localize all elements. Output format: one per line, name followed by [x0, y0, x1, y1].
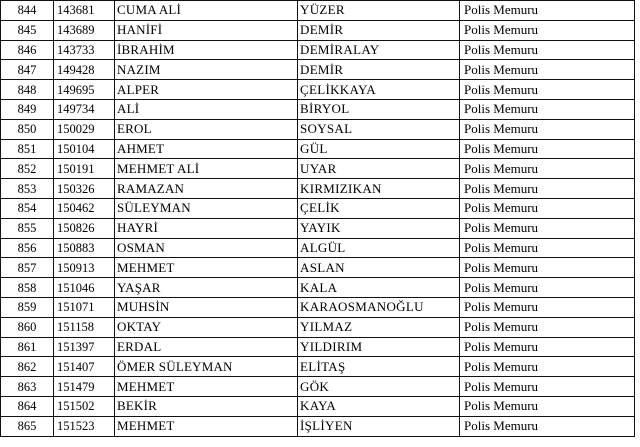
last-name-cell: KIRMIZIKAN — [298, 179, 460, 199]
first-name-cell: OKTAY — [115, 317, 298, 337]
table-row — [1, 416, 635, 436]
first-name-cell: MEHMET — [115, 377, 298, 397]
title-cell: Polis Memuru — [460, 278, 635, 298]
row-number-cell: 862 — [1, 357, 54, 377]
first-name-cell: MEHMET — [115, 258, 298, 278]
last-name-cell: DEMİR — [298, 60, 460, 80]
registry-number-cell: 151502 — [54, 396, 115, 416]
table-row — [1, 139, 635, 159]
first-name-cell: BEKİR — [115, 396, 298, 416]
last-name-cell: YILMAZ — [298, 317, 460, 337]
first-name-cell: NAZIM — [115, 60, 298, 80]
table-row — [1, 1, 635, 21]
first-name-cell: AHMET — [115, 139, 298, 159]
last-name-cell: ASLAN — [298, 258, 460, 278]
last-name-cell: YILDIRIM — [298, 337, 460, 357]
row-number-cell: 858 — [1, 278, 54, 298]
title-cell: Polis Memuru — [460, 198, 635, 218]
first-name-cell: YAŞAR — [115, 278, 298, 298]
title-cell: Polis Memuru — [460, 1, 635, 21]
registry-number-cell: 149734 — [54, 99, 115, 119]
first-name-cell: OSMAN — [115, 238, 298, 258]
row-number-cell: 864 — [1, 396, 54, 416]
registry-number-cell: 151523 — [54, 416, 115, 436]
title-cell: Polis Memuru — [460, 297, 635, 317]
last-name-cell: KAYA — [298, 396, 460, 416]
title-cell: Polis Memuru — [460, 60, 635, 80]
last-name-cell: DEMİRALAY — [298, 40, 460, 60]
first-name-cell: RAMAZAN — [115, 179, 298, 199]
registry-number-cell: 150883 — [54, 238, 115, 258]
table-row — [1, 258, 635, 278]
table-row — [1, 278, 635, 298]
title-cell: Polis Memuru — [460, 139, 635, 159]
row-number-cell: 860 — [1, 317, 54, 337]
table-row — [1, 40, 635, 60]
row-number-cell: 857 — [1, 258, 54, 278]
table-row — [1, 337, 635, 357]
title-cell: Polis Memuru — [460, 258, 635, 278]
registry-number-cell: 150029 — [54, 119, 115, 139]
registry-number-cell: 149695 — [54, 80, 115, 100]
first-name-cell: SÜLEYMAN — [115, 198, 298, 218]
registry-number-cell: 149428 — [54, 60, 115, 80]
registry-number-cell: 143689 — [54, 20, 115, 40]
table-row — [1, 218, 635, 238]
first-name-cell: ÖMER SÜLEYMAN — [115, 357, 298, 377]
registry-number-cell: 143681 — [54, 1, 115, 21]
row-number-cell: 852 — [1, 159, 54, 179]
registry-number-cell: 150104 — [54, 139, 115, 159]
first-name-cell: İBRAHİM — [115, 40, 298, 60]
row-number-cell: 859 — [1, 297, 54, 317]
last-name-cell: BİRYOL — [298, 99, 460, 119]
row-number-cell: 845 — [1, 20, 54, 40]
registry-number-cell: 151158 — [54, 317, 115, 337]
row-number-cell: 844 — [1, 1, 54, 21]
table-row — [1, 396, 635, 416]
row-number-cell: 865 — [1, 416, 54, 436]
table-row — [1, 179, 635, 199]
last-name-cell: İŞLİYEN — [298, 416, 460, 436]
title-cell: Polis Memuru — [460, 317, 635, 337]
title-cell: Polis Memuru — [460, 80, 635, 100]
last-name-cell: GÜL — [298, 139, 460, 159]
row-number-cell: 848 — [1, 80, 54, 100]
first-name-cell: MEHMET ALİ — [115, 159, 298, 179]
last-name-cell: ALGÜL — [298, 238, 460, 258]
table-row — [1, 297, 635, 317]
first-name-cell: ALPER — [115, 80, 298, 100]
title-cell: Polis Memuru — [460, 119, 635, 139]
table-row — [1, 80, 635, 100]
first-name-cell: EROL — [115, 119, 298, 139]
title-cell: Polis Memuru — [460, 337, 635, 357]
registry-number-cell: 150913 — [54, 258, 115, 278]
title-cell: Polis Memuru — [460, 396, 635, 416]
title-cell: Polis Memuru — [460, 416, 635, 436]
registry-number-cell: 150826 — [54, 218, 115, 238]
first-name-cell: ALİ — [115, 99, 298, 119]
title-cell: Polis Memuru — [460, 40, 635, 60]
row-number-cell: 847 — [1, 60, 54, 80]
row-number-cell: 856 — [1, 238, 54, 258]
row-number-cell: 861 — [1, 337, 54, 357]
last-name-cell: DEMİR — [298, 20, 460, 40]
registry-number-cell: 150462 — [54, 198, 115, 218]
registry-number-cell: 151479 — [54, 377, 115, 397]
registry-number-cell: 143733 — [54, 40, 115, 60]
row-number-cell: 855 — [1, 218, 54, 238]
first-name-cell: MEHMET — [115, 416, 298, 436]
last-name-cell: UYAR — [298, 159, 460, 179]
last-name-cell: YÜZER — [298, 1, 460, 21]
registry-number-cell: 150326 — [54, 179, 115, 199]
title-cell: Polis Memuru — [460, 20, 635, 40]
row-number-cell: 849 — [1, 99, 54, 119]
registry-number-cell: 150191 — [54, 159, 115, 179]
registry-number-cell: 151397 — [54, 337, 115, 357]
first-name-cell: HAYRİ — [115, 218, 298, 238]
table-row — [1, 60, 635, 80]
registry-number-cell: 151407 — [54, 357, 115, 377]
table-row — [1, 99, 635, 119]
table-row — [1, 198, 635, 218]
title-cell: Polis Memuru — [460, 238, 635, 258]
title-cell: Polis Memuru — [460, 159, 635, 179]
table-row — [1, 20, 635, 40]
row-number-cell: 846 — [1, 40, 54, 60]
title-cell: Polis Memuru — [460, 179, 635, 199]
last-name-cell: YAYIK — [298, 218, 460, 238]
last-name-cell: KARAOSMANOĞLU — [298, 297, 460, 317]
table-body — [1, 1, 635, 437]
last-name-cell: SOYSAL — [298, 119, 460, 139]
table-row — [1, 357, 635, 377]
registry-number-cell: 151071 — [54, 297, 115, 317]
title-cell: Polis Memuru — [460, 357, 635, 377]
title-cell: Polis Memuru — [460, 218, 635, 238]
table-row — [1, 119, 635, 139]
last-name-cell: GÖK — [298, 377, 460, 397]
first-name-cell: HANİFİ — [115, 20, 298, 40]
first-name-cell: MUHSİN — [115, 297, 298, 317]
first-name-cell: ERDAL — [115, 337, 298, 357]
last-name-cell: KALA — [298, 278, 460, 298]
title-cell: Polis Memuru — [460, 99, 635, 119]
row-number-cell: 850 — [1, 119, 54, 139]
row-number-cell: 853 — [1, 179, 54, 199]
table-row — [1, 238, 635, 258]
row-number-cell: 863 — [1, 377, 54, 397]
table-row — [1, 317, 635, 337]
last-name-cell: ÇELİK — [298, 198, 460, 218]
row-number-cell: 854 — [1, 198, 54, 218]
row-number-cell: 851 — [1, 139, 54, 159]
registry-number-cell: 151046 — [54, 278, 115, 298]
table-row — [1, 377, 635, 397]
title-cell: Polis Memuru — [460, 377, 635, 397]
table-row — [1, 159, 635, 179]
last-name-cell: ÇELİKKAYA — [298, 80, 460, 100]
first-name-cell: CUMA ALİ — [115, 1, 298, 21]
last-name-cell: ELİTAŞ — [298, 357, 460, 377]
